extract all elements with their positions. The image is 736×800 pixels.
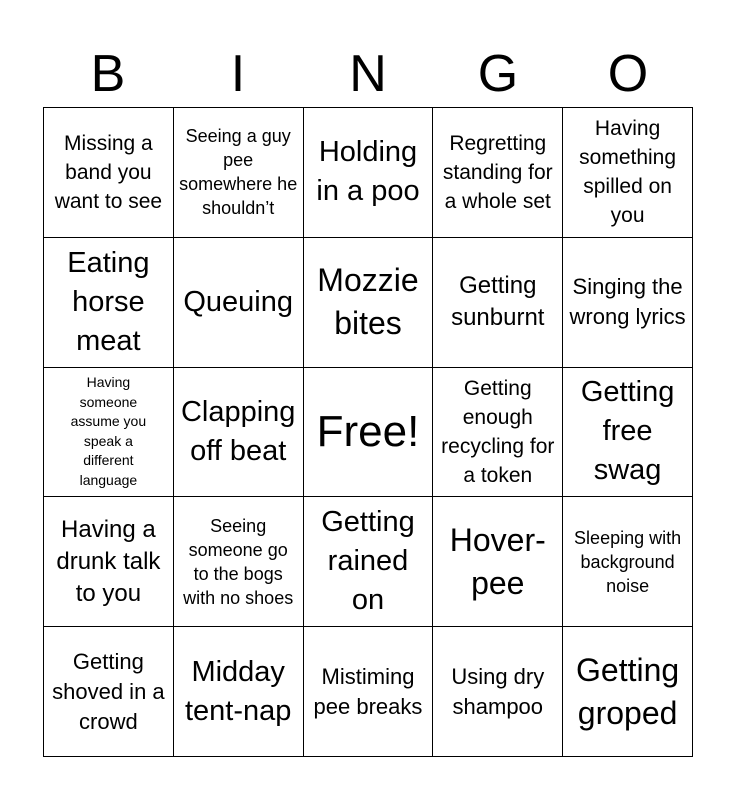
free-space-text: Free! [316, 406, 420, 456]
bingo-cell[interactable] [433, 368, 563, 498]
cell-text: Getting free swag [580, 376, 675, 487]
bingo-cell[interactable] [433, 497, 563, 627]
header-letter-g: G [477, 45, 519, 103]
bingo-cell[interactable] [174, 238, 304, 368]
cell-text: Midday tent-nap [184, 655, 292, 727]
cell-text: Having a drunk talk to you [56, 515, 161, 607]
cell-text: Eating horse meat [67, 246, 150, 357]
header-letter-n: N [349, 45, 387, 103]
cell-text: Holding in a poo [316, 136, 420, 208]
cell-text: Using dry shampoo [451, 663, 545, 719]
cell-text: Having someone assume you speak a different language [70, 374, 147, 488]
cell-text: Getting enough recycling for a token [441, 376, 555, 487]
header-letter-o: O [607, 45, 649, 103]
bingo-cell[interactable] [563, 497, 693, 627]
bingo-cell[interactable] [174, 368, 304, 498]
bingo-cell[interactable] [44, 238, 174, 368]
bingo-cell[interactable] [174, 108, 304, 238]
cell-text: Getting groped [576, 651, 680, 731]
cell-text: Getting shoved in a crowd [52, 648, 165, 734]
bingo-cell[interactable] [44, 627, 174, 757]
bingo-card-grid [43, 107, 693, 757]
cell-text: Hover-pee [449, 521, 546, 601]
bingo-cell[interactable] [44, 497, 174, 627]
bingo-cell[interactable] [433, 108, 563, 238]
bingo-cell[interactable] [433, 238, 563, 368]
bingo-cell[interactable] [304, 108, 434, 238]
bingo-cell[interactable] [44, 108, 174, 238]
cell-text: Missing a band you want to see [54, 131, 163, 213]
bingo-cell[interactable] [304, 497, 434, 627]
cell-text: Having something spilled on you [579, 117, 677, 228]
bingo-cell[interactable] [174, 627, 304, 757]
bingo-cell[interactable] [563, 238, 693, 368]
bingo-cell[interactable] [433, 627, 563, 757]
cell-text: Getting sunburnt [451, 272, 545, 332]
cell-text: Mozzie bites [317, 262, 419, 342]
cell-text: Getting rained on [321, 506, 415, 617]
cell-text: Regretting standing for a whole set [442, 131, 553, 213]
bingo-header [43, 44, 693, 104]
bingo-cell[interactable] [174, 497, 304, 627]
header-letter-i: I [230, 45, 246, 103]
cell-text: Seeing a guy pee somewhere he shouldn’t [179, 126, 298, 219]
bingo-cell[interactable] [563, 627, 693, 757]
bingo-cell[interactable] [563, 368, 693, 498]
bingo-cell[interactable] [563, 108, 693, 238]
bingo-cell[interactable] [304, 238, 434, 368]
cell-text: Queuing [183, 285, 294, 318]
cell-text: Sleeping with background noise [574, 527, 682, 596]
bingo-cell[interactable] [44, 368, 174, 498]
cell-text: Seeing someone go to the bogs with no shoes [183, 515, 294, 608]
free-space-cell[interactable] [304, 368, 434, 498]
bingo-cell[interactable] [304, 627, 434, 757]
cell-text: Clapping off beat [180, 395, 296, 467]
cell-text: Mistiming pee breaks [313, 663, 423, 719]
header-letter-b: B [90, 45, 126, 103]
cell-text: Singing the wrong lyrics [569, 274, 686, 330]
